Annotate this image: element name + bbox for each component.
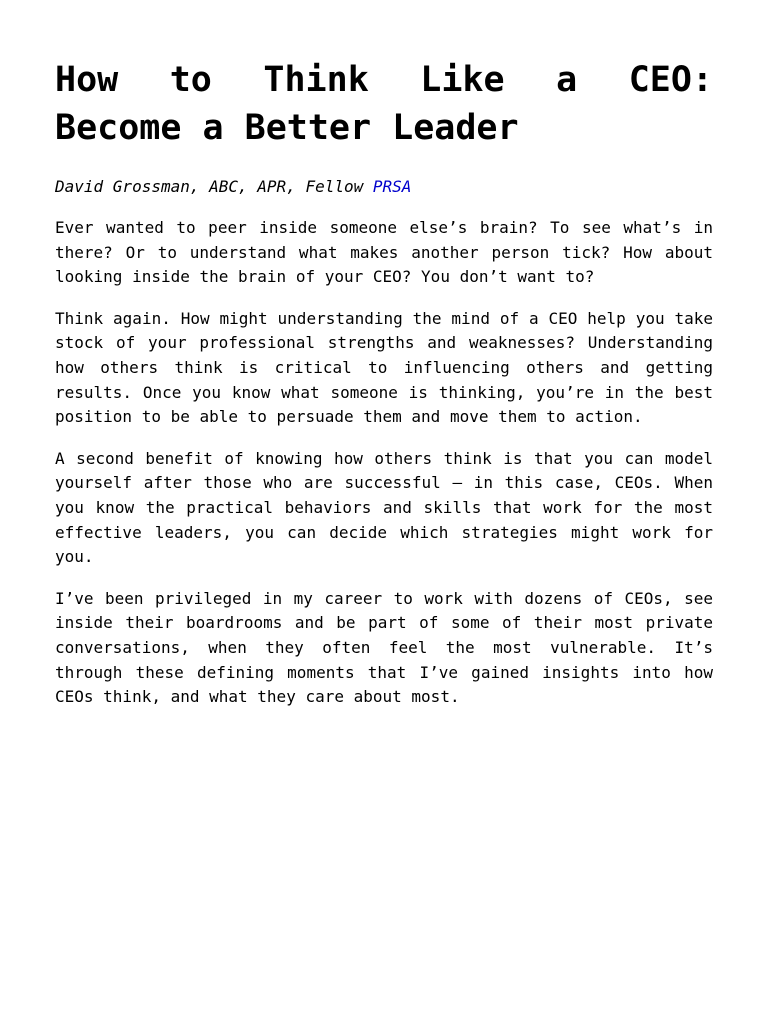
author-name: David Grossman, ABC, APR, Fellow (55, 177, 364, 196)
article-paragraph-4: I’ve been privileged in my career to work with dozens of CEOs, see inside their boardrooms and be part of some of their most private conversations, when they often feel the most vulnerable. It’s through these defining moments that I’ve gained insights into how CEOs think, and what they care about most. (55, 588, 713, 707)
article-title-line-1: How to Think Like a CEO: (55, 60, 713, 100)
article-page (55, 0, 713, 710)
article-paragraph-3: A second benefit of knowing how others think is that you can model yourself after those who are successful – in this case, CEOs. When you know the practical behaviors and skills that work for the most effective leaders, you can decide which strategies might work for you. (55, 448, 713, 567)
author-organization-link[interactable]: PRSA (372, 177, 412, 196)
article-paragraph-1: Ever wanted to peer inside someone else’s brain? To see what’s in there? Or to understand what makes another person tick? How about looking inside the brain of your CEO? You don’t want to? (55, 218, 713, 287)
author-byline (55, 175, 713, 199)
article-title (55, 56, 713, 152)
article-paragraph-2: Think again. How might understanding the mind of a CEO help you take stock of your professional strengths and weaknesses? Understanding how others think is critical to influencing others and getting results. Once you know what someone is thinking, you’re in the best position to be able to persuade them and move them to action. (55, 308, 713, 427)
article-title-line-2: Become a Better Leader (55, 108, 519, 148)
